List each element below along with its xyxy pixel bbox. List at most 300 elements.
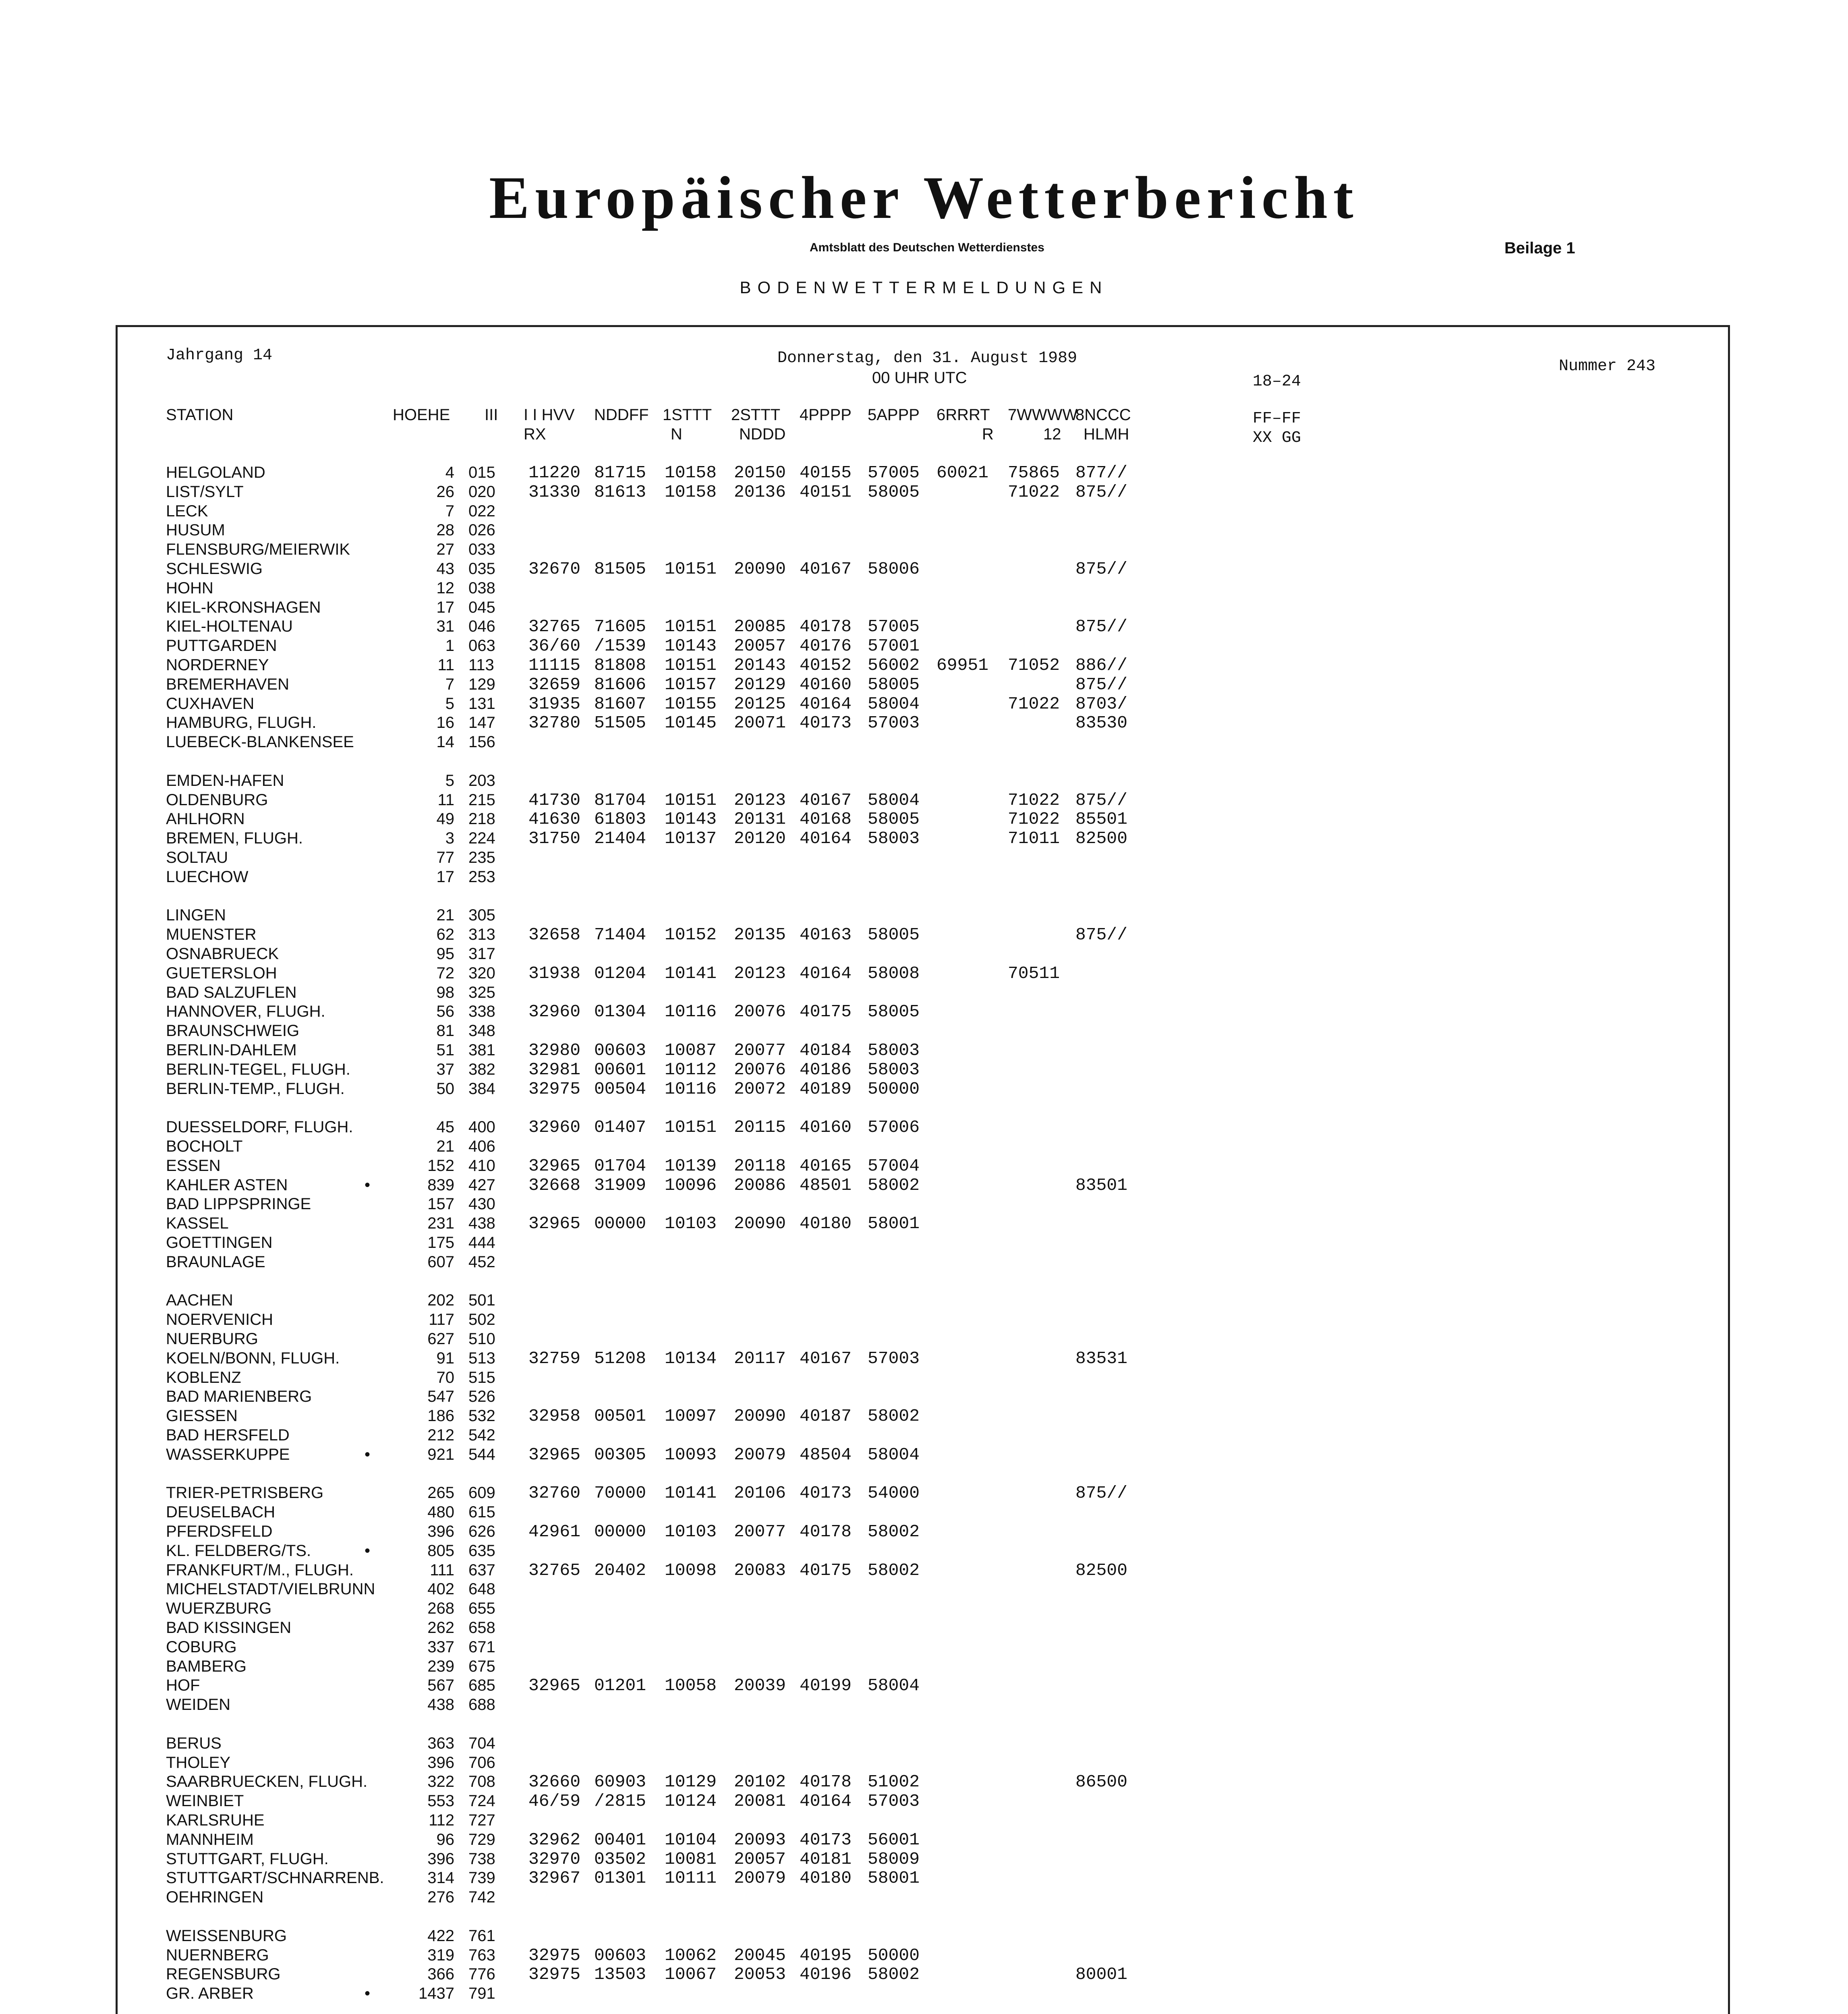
synop-group: 875// — [1075, 925, 1128, 945]
synop-group: 81613 — [594, 482, 646, 502]
synop-group: 40155 — [800, 463, 852, 483]
station-height: 111 — [430, 1561, 454, 1579]
station-index: 325 — [468, 983, 495, 1001]
table-row — [0, 1253, 1848, 1272]
station-height: 70 — [436, 1368, 454, 1386]
station-index: 510 — [468, 1330, 495, 1348]
synop-group: 41730 — [528, 790, 581, 810]
station-name: BREMERHAVEN — [166, 675, 289, 693]
station-name: PUTTGARDEN — [166, 637, 277, 655]
col-2sttt: 2STTT — [731, 406, 781, 424]
synop-group: 20115 — [734, 1117, 786, 1138]
table-row — [0, 463, 1848, 482]
synop-group: 10116 — [665, 1002, 717, 1022]
synop-group: 10152 — [665, 925, 717, 945]
station-name: HUSUM — [166, 521, 225, 539]
station-height: 239 — [427, 1657, 454, 1675]
table-row — [0, 1695, 1848, 1714]
synop-group: 48504 — [800, 1444, 852, 1465]
synop-group: 50000 — [868, 1079, 920, 1099]
station-index: 033 — [468, 541, 495, 559]
station-height: 553 — [427, 1792, 454, 1810]
synop-group: 10093 — [665, 1444, 717, 1465]
synop-group: 32670 — [528, 559, 581, 579]
station-index: 253 — [468, 868, 495, 886]
station-name: BRAUNLAGE — [166, 1253, 265, 1271]
station-index: 655 — [468, 1600, 495, 1618]
table-row — [0, 559, 1848, 578]
synop-group: 20125 — [734, 694, 786, 714]
table-row — [0, 540, 1848, 559]
synop-group: 01204 — [594, 963, 646, 983]
station-index: 738 — [468, 1850, 495, 1868]
synop-group: 32967 — [528, 1868, 581, 1888]
synop-group: 10067 — [665, 1964, 717, 1985]
synop-group: 20102 — [734, 1772, 786, 1792]
table-row — [0, 1310, 1848, 1329]
synop-group: 42961 — [528, 1522, 581, 1542]
synop-group: 20057 — [734, 636, 786, 656]
synop-group: 48501 — [800, 1175, 852, 1195]
synop-group: 58003 — [868, 1059, 920, 1080]
station-index: 406 — [468, 1138, 495, 1155]
table-row — [0, 1984, 1848, 2003]
station-index: 688 — [468, 1696, 495, 1714]
synop-group: 40187 — [800, 1406, 852, 1426]
synop-group: 40151 — [800, 482, 852, 502]
synop-group: 58004 — [868, 1676, 920, 1696]
synop-group: 20085 — [734, 617, 786, 637]
station-height: 314 — [427, 1869, 454, 1887]
synop-group: 60021 — [936, 463, 989, 483]
table-row — [0, 868, 1848, 887]
station-height: 5 — [445, 771, 454, 789]
synop-group: 10151 — [665, 655, 717, 675]
synop-group: 40164 — [800, 963, 852, 983]
synop-group: 10104 — [665, 1830, 717, 1850]
mountain-station-marker: • — [365, 1542, 371, 1560]
col-iihvv: I I HVV — [524, 406, 575, 424]
station-height: 438 — [427, 1696, 454, 1714]
synop-group: 32765 — [528, 1560, 581, 1580]
station-index: 776 — [468, 1965, 495, 1983]
station-index: 761 — [468, 1927, 495, 1945]
synop-group: 20129 — [734, 674, 786, 694]
col-nddff: NDDFF — [594, 406, 649, 424]
synop-group: 83501 — [1075, 1175, 1128, 1195]
volume-label: Jahrgang 14 — [166, 346, 273, 365]
synop-group: 20123 — [734, 790, 786, 810]
table-row — [0, 1638, 1848, 1657]
station-index: 317 — [468, 945, 495, 963]
table-row — [0, 1426, 1848, 1445]
section-title: BODENWETTERMELDUNGEN — [740, 278, 1108, 297]
synop-group: 10139 — [665, 1156, 717, 1176]
synop-group: 10098 — [665, 1560, 717, 1580]
station-index: 724 — [468, 1792, 495, 1810]
synop-group: 71022 — [1008, 809, 1060, 829]
synop-group: 877// — [1075, 463, 1128, 483]
synop-group: 58005 — [868, 809, 920, 829]
synop-group: 40189 — [800, 1079, 852, 1099]
synop-group: 20045 — [734, 1945, 786, 1965]
station-name: BAMBERG — [166, 1657, 247, 1675]
synop-group: 40152 — [800, 655, 852, 675]
station-name: WEISSENBURG — [166, 1927, 287, 1945]
table-row — [0, 1676, 1848, 1695]
synop-group: 58005 — [868, 482, 920, 502]
station-index: 026 — [468, 521, 495, 539]
synop-group: 58005 — [868, 1002, 920, 1022]
table-row — [0, 1561, 1848, 1580]
station-index: 739 — [468, 1869, 495, 1887]
station-index: 147 — [468, 714, 495, 732]
synop-group: 03502 — [594, 1849, 646, 1869]
table-row — [0, 656, 1848, 675]
issue-number: Nummer 243 — [1559, 357, 1656, 375]
station-index: 215 — [468, 791, 495, 809]
synop-group: 57003 — [868, 1791, 920, 1811]
synop-group: /1539 — [594, 636, 646, 656]
synop-group: 20086 — [734, 1175, 786, 1195]
synop-group: 58003 — [868, 1040, 920, 1060]
station-height: 16 — [436, 714, 454, 732]
synop-group: 10151 — [665, 617, 717, 637]
station-name: SOLTAU — [166, 849, 228, 866]
table-row — [0, 1618, 1848, 1637]
table-row — [0, 1792, 1848, 1811]
station-height: 81 — [436, 1022, 454, 1040]
synop-group: 32960 — [528, 1002, 581, 1022]
station-name: BERLIN-TEGEL, FLUGH. — [166, 1060, 350, 1078]
synop-group: 10081 — [665, 1849, 717, 1869]
synop-group: 56001 — [868, 1830, 920, 1850]
station-index: 513 — [468, 1349, 495, 1367]
station-height: 21 — [436, 906, 454, 924]
table-row — [0, 1850, 1848, 1869]
station-name: BAD MARIENBERG — [166, 1388, 312, 1406]
synop-group: 10103 — [665, 1214, 717, 1234]
station-index: 427 — [468, 1176, 495, 1194]
synop-group: 75865 — [1008, 463, 1060, 483]
station-height: 268 — [427, 1600, 454, 1618]
table-row — [0, 1484, 1848, 1502]
synop-group: 40181 — [800, 1849, 852, 1869]
synop-group: 58005 — [868, 925, 920, 945]
table-row — [0, 1927, 1848, 1946]
station-name: BAD HERSFELD — [166, 1426, 290, 1444]
mountain-station-marker: • — [365, 1176, 371, 1194]
station-name: BAD KISSINGEN — [166, 1619, 292, 1637]
synop-group: 10097 — [665, 1406, 717, 1426]
synop-group: 40167 — [800, 559, 852, 579]
station-index: 113 — [468, 656, 494, 674]
table-row — [0, 1368, 1848, 1387]
table-row — [0, 1772, 1848, 1791]
station-name: REGENSBURG — [166, 1965, 281, 1983]
station-index: 382 — [468, 1060, 495, 1078]
station-height: 480 — [427, 1503, 454, 1521]
synop-group: 20081 — [734, 1791, 786, 1811]
synop-group: 20079 — [734, 1868, 786, 1888]
synop-group: 20117 — [734, 1348, 786, 1368]
table-row — [0, 771, 1848, 790]
synop-group: 20090 — [734, 1214, 786, 1234]
col-1sttt-sub: N — [671, 425, 682, 443]
synop-group: 32958 — [528, 1406, 581, 1426]
station-height: 11 — [437, 656, 454, 674]
station-name: OSNABRUECK — [166, 945, 279, 963]
table-row — [0, 1657, 1848, 1676]
station-height: 14 — [436, 733, 454, 751]
col-iii: III — [485, 406, 498, 424]
station-height: 366 — [427, 1965, 454, 1983]
synop-group: 20077 — [734, 1522, 786, 1542]
table-row — [0, 810, 1848, 829]
synop-group: 71022 — [1008, 694, 1060, 714]
period-label: 18–24 — [1253, 373, 1301, 391]
station-index: 045 — [468, 598, 495, 616]
station-name: AACHEN — [166, 1291, 233, 1310]
station-name: PFERDSFELD — [166, 1523, 273, 1540]
synop-group: 32658 — [528, 925, 581, 945]
table-row — [0, 1022, 1848, 1040]
station-height: 186 — [427, 1407, 454, 1425]
station-name: BREMEN, FLUGH. — [166, 829, 303, 847]
station-index: 015 — [468, 464, 495, 481]
station-height: 157 — [427, 1195, 454, 1213]
supplement-label: Beilage 1 — [1504, 239, 1575, 257]
table-row — [0, 1599, 1848, 1618]
station-name: NORDERNEY — [166, 656, 269, 674]
station-name: GOETTINGEN — [166, 1234, 273, 1251]
station-height: 231 — [427, 1214, 454, 1233]
synop-group: 20135 — [734, 925, 786, 945]
mountain-station-marker: • — [365, 1985, 371, 2003]
synop-group: 10137 — [665, 829, 717, 849]
station-height: 396 — [427, 1753, 454, 1772]
table-row — [0, 945, 1848, 963]
table-row — [0, 1387, 1848, 1406]
table-row — [0, 1291, 1848, 1310]
station-name: CUXHAVEN — [166, 694, 255, 713]
synop-group: 01407 — [594, 1117, 646, 1138]
station-index: 763 — [468, 1946, 495, 1964]
table-row — [0, 1080, 1848, 1098]
station-name: KARLSRUHE — [166, 1811, 265, 1829]
synop-group: 01304 — [594, 1002, 646, 1022]
station-index: 729 — [468, 1830, 495, 1848]
station-name: SCHLESWIG — [166, 560, 263, 578]
table-row — [0, 1888, 1848, 1907]
synop-group: 20123 — [734, 963, 786, 983]
synop-group: 41630 — [528, 809, 581, 829]
synop-group: 40178 — [800, 617, 852, 637]
station-name: THOLEY — [166, 1753, 231, 1772]
table-row — [0, 1214, 1848, 1233]
table-row — [0, 502, 1848, 521]
synop-group: 31935 — [528, 694, 581, 714]
station-index: 320 — [468, 964, 495, 982]
station-name: LECK — [166, 502, 208, 520]
synop-group: 58002 — [868, 1406, 920, 1426]
station-name: WUERZBURG — [166, 1600, 272, 1618]
synop-group: 81607 — [594, 694, 646, 714]
station-index: 637 — [468, 1561, 495, 1579]
station-index: 348 — [468, 1022, 495, 1040]
table-row — [0, 1830, 1848, 1849]
table-row — [0, 1002, 1848, 1021]
synop-group: 01301 — [594, 1868, 646, 1888]
synop-group: 46/59 — [528, 1791, 581, 1811]
synop-group: 58008 — [868, 963, 920, 983]
synop-group: 50000 — [868, 1945, 920, 1965]
synop-group: 32975 — [528, 1079, 581, 1099]
synop-group: 58009 — [868, 1849, 920, 1869]
station-height: 77 — [436, 849, 454, 866]
station-height: 11 — [437, 791, 454, 809]
synop-group: 71404 — [594, 925, 646, 945]
synop-group: 32759 — [528, 1348, 581, 1368]
synop-group: 58001 — [868, 1214, 920, 1234]
synop-group: 57005 — [868, 617, 920, 637]
table-row — [0, 1041, 1848, 1060]
station-name: STUTTGART, FLUGH. — [166, 1850, 329, 1868]
synop-group: 82500 — [1075, 829, 1128, 849]
station-name: KIEL-HOLTENAU — [166, 617, 293, 636]
station-height: 319 — [427, 1946, 454, 1964]
table-row — [0, 636, 1848, 655]
station-height: 50 — [436, 1080, 454, 1098]
station-index: 544 — [468, 1445, 495, 1463]
station-height: 7 — [445, 502, 454, 520]
station-index: 410 — [468, 1156, 495, 1175]
station-height: 112 — [429, 1811, 454, 1829]
synop-group: 32760 — [528, 1483, 581, 1503]
table-row — [0, 1753, 1848, 1772]
synop-group: 01201 — [594, 1676, 646, 1696]
table-row — [0, 1580, 1848, 1599]
col-station: STATION — [166, 406, 234, 424]
station-name: KOELN/BONN, FLUGH. — [166, 1349, 340, 1367]
synop-group: 51505 — [594, 713, 646, 733]
station-index: 046 — [468, 617, 495, 636]
station-name: MICHELSTADT/VIELBRUNN — [166, 1580, 375, 1598]
synop-group: 10151 — [665, 1117, 717, 1138]
document-subtitle: Amtsblatt des Deutschen Wetterdienstes — [810, 241, 1044, 254]
table-row — [0, 1811, 1848, 1830]
synop-group: 85501 — [1075, 809, 1128, 829]
synop-group: 81505 — [594, 559, 646, 579]
station-name: LIST/SYLT — [166, 483, 244, 501]
synop-group: 31750 — [528, 829, 581, 849]
synop-group: 20131 — [734, 809, 786, 829]
station-index: 635 — [468, 1542, 495, 1560]
table-row — [0, 1965, 1848, 1984]
synop-group: 81606 — [594, 674, 646, 694]
synop-group: 10141 — [665, 1483, 717, 1503]
station-index: 675 — [468, 1657, 495, 1675]
synop-group: 20079 — [734, 1444, 786, 1465]
table-row — [0, 1946, 1848, 1965]
table-row — [0, 1156, 1848, 1175]
station-index: 022 — [468, 502, 495, 520]
table-row — [0, 1503, 1848, 1522]
station-index: 542 — [468, 1426, 495, 1444]
station-height: 1437 — [418, 1985, 454, 2003]
synop-group: 58004 — [868, 694, 920, 714]
station-index: 035 — [468, 560, 495, 578]
synop-group: 32660 — [528, 1772, 581, 1792]
station-index: 235 — [468, 849, 495, 866]
table-row — [0, 1522, 1848, 1541]
synop-group: 32780 — [528, 713, 581, 733]
station-index: 381 — [468, 1041, 495, 1059]
station-name: BAD LIPPSPRINGE — [166, 1195, 311, 1213]
synop-group: 20076 — [734, 1059, 786, 1080]
station-index: 526 — [468, 1388, 495, 1406]
synop-group: 40178 — [800, 1522, 852, 1542]
synop-group: 13503 — [594, 1964, 646, 1985]
synop-group: 57006 — [868, 1117, 920, 1138]
synop-group: 11220 — [528, 463, 581, 483]
table-row — [0, 598, 1848, 617]
table-row — [0, 1176, 1848, 1195]
synop-group: 57003 — [868, 713, 920, 733]
station-index: 038 — [468, 579, 495, 597]
synop-group: 40167 — [800, 790, 852, 810]
synop-group: 20093 — [734, 1830, 786, 1850]
table-row — [0, 848, 1848, 867]
station-height: 95 — [436, 945, 454, 963]
station-index: 400 — [468, 1118, 495, 1136]
synop-group: 71022 — [1008, 790, 1060, 810]
synop-group: 20057 — [734, 1849, 786, 1869]
synop-group: 58005 — [868, 674, 920, 694]
report-time: 00 UHR UTC — [872, 369, 967, 387]
synop-group: 875// — [1075, 559, 1128, 579]
station-name: HELGOLAND — [166, 464, 265, 481]
station-index: 501 — [468, 1291, 495, 1310]
station-name: MUENSTER — [166, 926, 257, 944]
station-index: 131 — [468, 694, 495, 713]
table-row — [0, 483, 1848, 501]
station-height: 152 — [427, 1156, 454, 1175]
station-height: 31 — [436, 617, 454, 636]
station-height: 28 — [436, 521, 454, 539]
synop-group: 20402 — [594, 1560, 646, 1580]
synop-group: 40180 — [800, 1868, 852, 1888]
station-name: OLDENBURG — [166, 791, 268, 809]
synop-group: 20053 — [734, 1964, 786, 1985]
synop-group: 00603 — [594, 1945, 646, 1965]
station-height: 43 — [436, 560, 454, 578]
col-8nccc: 8NCCC — [1075, 406, 1131, 424]
station-height: 96 — [436, 1830, 454, 1848]
synop-group: 32965 — [528, 1676, 581, 1696]
station-index: 203 — [468, 771, 495, 789]
synop-group: 69951 — [936, 655, 989, 675]
station-name: EMDEN-HAFEN — [166, 771, 284, 789]
table-row — [0, 1445, 1848, 1464]
station-height: 4 — [445, 464, 454, 481]
synop-group: 31330 — [528, 482, 581, 502]
synop-group: 10151 — [665, 559, 717, 579]
synop-group: 20076 — [734, 1002, 786, 1022]
col-hoehe: HOEHE — [393, 406, 450, 424]
station-height: 276 — [427, 1888, 454, 1906]
synop-group: 875// — [1075, 674, 1128, 694]
